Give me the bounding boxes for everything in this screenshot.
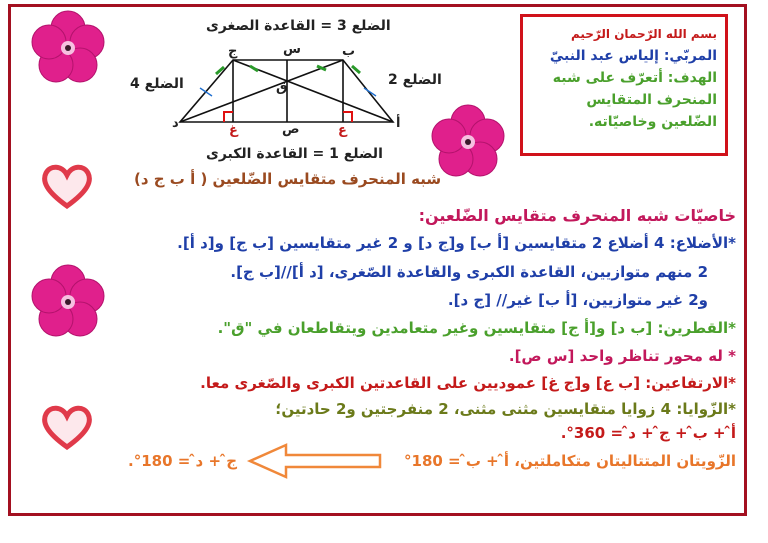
property-angle-sum: أ̂ + ب̂ + ج̂ + د̂ = 360°.	[560, 424, 736, 442]
flower-icon	[28, 8, 108, 88]
properties-heading: خاصيّات شبه المنحرف متقايس الضّلعين:	[418, 206, 736, 225]
side2-label: الضلع 2	[388, 72, 442, 88]
property-consecutive-angles: الزّويتان المتتاليتان متكاملتين، أ̂ + ب̂ = 180°	[404, 452, 736, 470]
point-sad: ص	[282, 122, 300, 137]
point-b: ب	[342, 44, 356, 59]
arrow-left-icon	[246, 441, 384, 481]
teacher-name: المربّي: إلياس عبد النبيّ	[549, 48, 717, 64]
side4-label: الضلع 4	[130, 76, 184, 92]
heart-icon	[40, 163, 94, 209]
property-diagonals: *القطرين: [ب د] و[أ ج] متقايسين وغير متعامدين ويتقاطعان في "ق".	[217, 319, 736, 337]
side3-label: الضلع 3 = القاعدة الصغرى	[206, 18, 391, 34]
point-ain: ع	[338, 123, 347, 138]
property-angles: *الزّوايا: 4 زوايا متقايسين مثنى مثنى، 2 منفرجتين و2 حادتين؛	[275, 400, 736, 418]
goal-line-3: الضّلعين وخاصيّاته.	[588, 114, 717, 130]
point-j: ج	[228, 44, 238, 59]
flower-icon	[28, 262, 108, 342]
property-symmetry: * له محور تناظر واحد [س ص].	[508, 347, 736, 365]
side1-label: الضلع 1 = القاعدة الكبرى	[206, 146, 383, 162]
heart-icon	[40, 404, 94, 450]
point-gh: غ	[229, 123, 238, 138]
point-d: د	[172, 116, 179, 131]
diagram-caption: شبه المنحرف متقايس الضّلعين ( أ ب ج د)	[134, 170, 442, 188]
property-sides: *الأضلاع: 4 أضلاع 2 متقايسين [أ ب] و[ج د] و 2 غير متقايسين [ب ج] و[د أ].	[177, 234, 736, 252]
goal-line-1: الهدف: أتعرّف على شبه	[552, 70, 717, 86]
property-nonparallel: و2 غير متوازيين، [أ ب] غير// [ج د].	[447, 291, 708, 309]
property-heights: *الارتفاعين: [ب ع] و[ج غ] عموديين على القاعدتين الكبرى والصّغرى معا.	[200, 374, 736, 392]
property-parallel: 2 منهم متوازيين، القاعدة الكبرى والقاعدة الصّغرى، [د أ]//[ب ج].	[230, 263, 708, 281]
basmala: بسم الله الرّحمان الرّحيم	[570, 27, 717, 41]
info-box	[520, 14, 728, 156]
goal-line-2: المنحرف المتقايس	[586, 92, 717, 108]
point-a: أ	[396, 116, 401, 131]
point-s: س	[283, 42, 301, 57]
point-q: ق	[276, 80, 288, 95]
property-opposite-sum: ج̂ + د̂ = 180°.	[128, 452, 238, 470]
